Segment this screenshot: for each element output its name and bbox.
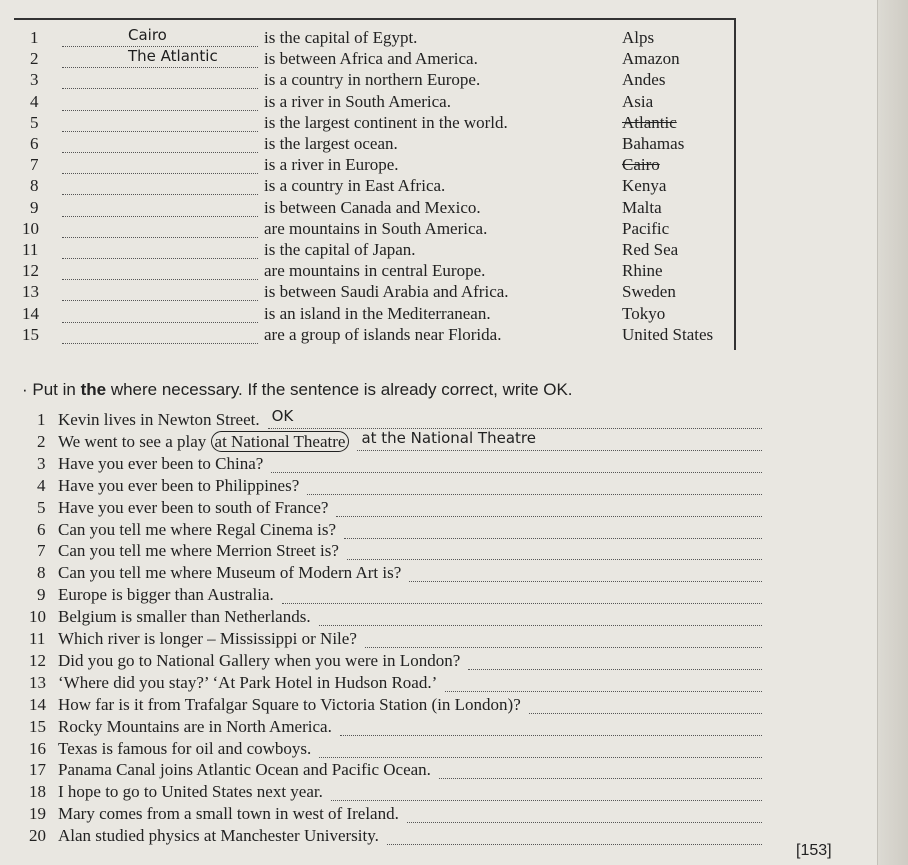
exercise-1-row [0, 155, 760, 176]
sentence-text: is between Saudi Arabia and Africa. [264, 282, 509, 302]
item-number: 18 [29, 782, 46, 802]
sentence-text: Have you ever been to China? [58, 453, 264, 473]
exercise-2-row [0, 407, 780, 431]
sentence-text: Alan studied physics at Manchester University. [58, 826, 379, 846]
sentence-text: is a river in Europe. [264, 155, 399, 175]
sentence-prefix: We went to see a play [58, 431, 211, 451]
exercise-1-row [0, 219, 760, 240]
item-number: 9 [30, 197, 39, 217]
word-option: Red Sea [622, 240, 679, 259]
item-number: 11 [22, 240, 39, 259]
exercise-2-row [0, 782, 780, 803]
sentence-text: Belgium is smaller than Netherlands. [58, 607, 311, 627]
item-number: 12 [29, 650, 46, 670]
exercise-2-row [0, 739, 780, 760]
answer-blank[interactable] [62, 26, 258, 47]
item-number: 12 [22, 261, 39, 281]
exercise-2-row [0, 629, 780, 650]
item-number: 1 [30, 28, 39, 47]
word-option: Asia [622, 91, 654, 111]
handwritten-answer: OK [271, 407, 294, 425]
answer-line[interactable] [387, 829, 762, 845]
exercise-1-row [0, 28, 760, 49]
sentence-text: Can you tell me where Regal Cinema is? [58, 519, 337, 539]
sentence-text: Rocky Mountains are in North America. [58, 716, 332, 736]
exercise-2-row [0, 651, 780, 672]
item-number: 2 [37, 431, 46, 451]
word-option: Sweden [622, 282, 676, 302]
exercise-1-row [0, 113, 760, 134]
answer-blank[interactable] [62, 72, 258, 89]
sentence-text: ‘Where did you stay?’ ‘At Park Hotel in Hudson Road.’ [58, 672, 438, 692]
item-number: 3 [37, 453, 46, 473]
exercise-2-row [0, 585, 780, 606]
word-option: Amazon [622, 49, 680, 69]
answer-blank[interactable] [62, 200, 258, 217]
item-number: 4 [30, 91, 39, 111]
exercise-2-row [0, 541, 780, 562]
sentence-text: is the capital of Egypt. [264, 28, 418, 47]
answer-line[interactable] [307, 479, 762, 495]
sentence-text: Europe is bigger than Australia. [58, 585, 274, 605]
answer-line[interactable] [407, 807, 762, 823]
sentence-text: Did you go to National Gallery when you were in London? [58, 650, 461, 670]
item-number: 8 [37, 563, 46, 583]
sentence-text: is a country in northern Europe. [264, 70, 481, 90]
answer-blank[interactable] [62, 47, 258, 68]
answer-blank[interactable] [62, 327, 258, 344]
exercise-2-row [0, 760, 780, 781]
answer-line[interactable] [439, 763, 762, 779]
sentence-text: is a country in East Africa. [264, 176, 446, 196]
item-number: 8 [30, 176, 39, 196]
item-number: 15 [22, 324, 39, 344]
item-number: 7 [30, 155, 39, 175]
answer-line[interactable] [344, 523, 762, 539]
item-number: 3 [30, 70, 39, 90]
answer-blank[interactable] [62, 157, 258, 174]
exercise-2-row [0, 607, 780, 628]
answer-line[interactable] [319, 742, 762, 758]
word-option: Rhine [622, 261, 663, 281]
answer-blank[interactable] [62, 306, 258, 323]
item-number: 6 [37, 519, 46, 539]
item-number: 6 [30, 134, 39, 153]
answer-line[interactable] [268, 413, 762, 429]
exercise-1-row [0, 49, 760, 70]
item-number: 16 [29, 738, 46, 758]
sentence-text: is between Canada and Mexico. [264, 197, 481, 217]
page-number: [153] [796, 842, 832, 859]
sentence-text: are a group of islands near Florida. [264, 324, 502, 344]
exercise-2-row [0, 695, 780, 716]
item-number: 9 [37, 585, 46, 605]
exercise-1-row [0, 261, 760, 282]
handwritten-answer: Cairo [128, 26, 167, 44]
answer-line[interactable] [409, 566, 762, 582]
item-number: 11 [29, 629, 46, 648]
exercise-1-row [0, 70, 760, 91]
answer-blank[interactable] [62, 136, 258, 153]
word-option: Tokyo [622, 303, 666, 323]
exercise-1-row [0, 176, 760, 197]
answer-line[interactable] [340, 720, 762, 736]
word-option: Andes [622, 70, 666, 90]
item-number: 2 [30, 49, 39, 69]
word-option: United States [622, 324, 714, 344]
word-option: Bahamas [622, 134, 685, 153]
sentence-text: How far is it from Trafalgar Square to Victoria Station (in London)? [58, 694, 521, 714]
exercise-2-row [0, 804, 780, 825]
answer-blank[interactable] [62, 242, 258, 259]
item-number: 10 [29, 607, 46, 627]
item-number: 14 [29, 694, 46, 714]
answer-blank[interactable] [62, 94, 258, 111]
item-number: 4 [37, 475, 46, 495]
sentence-text: Have you ever been to Philippines? [58, 475, 300, 495]
item-number: 7 [37, 541, 46, 561]
item-number: 20 [29, 826, 46, 846]
word-option: Alps [622, 28, 655, 47]
sentence-text: Can you tell me where Museum of Modern Art is? [58, 563, 402, 583]
exercise-2-row [0, 520, 780, 541]
answer-line[interactable] [282, 588, 762, 604]
answer-blank[interactable] [62, 263, 258, 280]
sentence-text: Have you ever been to south of France? [58, 497, 329, 517]
answer-line[interactable] [529, 698, 762, 714]
answer-blank[interactable] [62, 221, 258, 238]
answer-line[interactable] [468, 654, 762, 670]
exercise-2-row [0, 826, 780, 847]
sentence-text: Which river is longer – Mississippi or Nile? [58, 629, 357, 648]
sentence-text: Panama Canal joins Atlantic Ocean and Pacific Ocean. [58, 760, 431, 780]
word-option: Cairo [622, 155, 660, 175]
sentence-text: is the largest continent in the world. [264, 112, 508, 132]
sentence-text: are mountains in central Europe. [264, 261, 486, 281]
word-option: Atlantic [622, 112, 677, 132]
sentence-text [58, 432, 349, 452]
exercise-2-row [0, 476, 780, 497]
handwritten-answer: at the National Theatre [361, 428, 536, 447]
exercise-2-row [0, 498, 780, 519]
word-option: Kenya [622, 176, 667, 196]
exercise-2-row [0, 673, 780, 694]
answer-line[interactable] [319, 610, 762, 626]
exercise-1-row [0, 198, 760, 219]
item-number: 10 [22, 218, 39, 238]
answer-line[interactable] [331, 785, 762, 801]
item-number: 14 [22, 303, 39, 323]
sentence-text: is an island in the Mediterranean. [264, 303, 491, 323]
exercise-2-row [0, 454, 780, 475]
exercise-2-row [0, 563, 780, 584]
exercise-1-row [0, 240, 760, 261]
exercise-2-row [0, 717, 780, 738]
item-number: 15 [29, 716, 46, 736]
exercise-2-row [0, 428, 780, 453]
answer-blank[interactable] [62, 284, 258, 301]
exercise-1-row [0, 92, 760, 113]
handwritten-answer: The Atlantic [128, 47, 218, 66]
sentence-text: I hope to go to United States next year. [58, 782, 323, 802]
item-number: 13 [22, 282, 39, 302]
sentence-text: Kevin lives in Newton Street. [58, 410, 260, 429]
sentence-text: is the largest ocean. [264, 134, 398, 153]
answer-line[interactable] [336, 501, 762, 517]
sentence-text: is between Africa and America. [264, 49, 478, 69]
item-number: 13 [29, 672, 46, 692]
item-number: 17 [29, 760, 46, 780]
sentence-text: is the capital of Japan. [264, 240, 416, 259]
exercise-2-instruction: · Put in the where necessary. If the sentence is already correct, write OK. [22, 380, 573, 399]
sentence-text: is a river in South America. [264, 91, 451, 111]
sentence-text: Texas is famous for oil and cowboys. [58, 738, 312, 758]
exercise-1-row [0, 325, 760, 346]
item-number: 19 [29, 804, 46, 824]
sentence-text: Mary comes from a small town in west of Ireland. [58, 804, 399, 824]
item-number: 5 [30, 112, 39, 132]
exercise-1-row [0, 282, 760, 303]
answer-line[interactable] [445, 676, 762, 692]
sentence-text: are mountains in South America. [264, 218, 488, 238]
exercise-1-row [0, 134, 760, 155]
answer-line[interactable] [347, 544, 762, 560]
word-option: Malta [622, 197, 662, 217]
sentence-text: Can you tell me where Merrion Street is? [58, 541, 339, 561]
word-option: Pacific [622, 218, 670, 238]
item-number: 1 [37, 410, 46, 429]
circled-phrase: at National Theatre [211, 431, 350, 452]
answer-line[interactable] [271, 457, 762, 473]
instruction-bullet: · [22, 380, 33, 399]
item-number: 5 [37, 497, 46, 517]
page-edge [877, 0, 908, 865]
exercise-1-row [0, 304, 760, 325]
answer-blank[interactable] [62, 178, 258, 195]
answer-line[interactable] [365, 632, 762, 648]
answer-blank[interactable] [62, 115, 258, 132]
